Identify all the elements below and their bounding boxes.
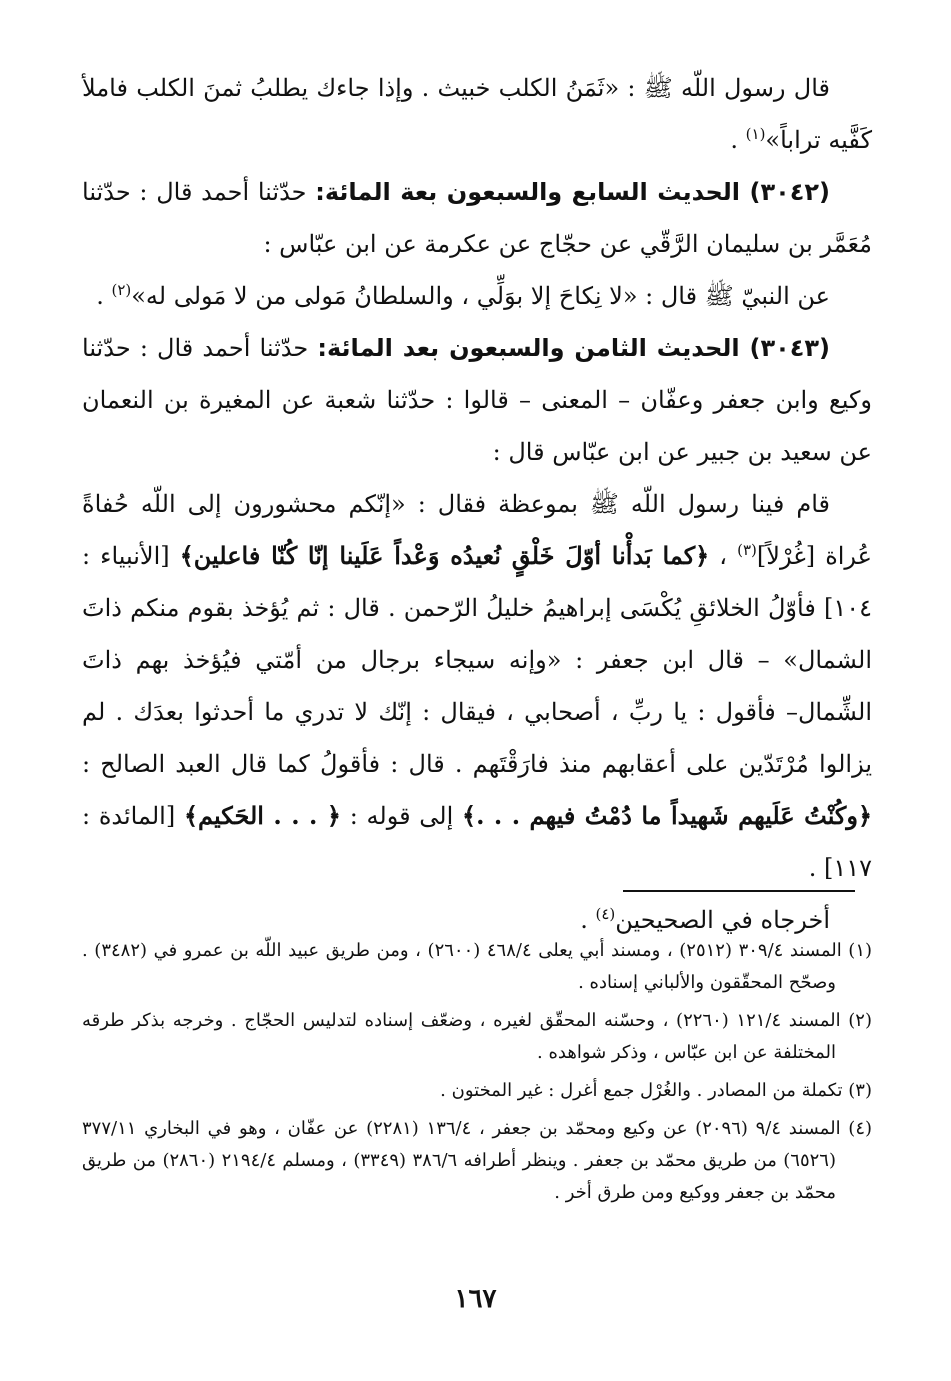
paragraph-hadith-3043-text	[82, 478, 872, 894]
hadith-3043-isnad: حدّثنا أحمد قال : حدّثنا وكيع وابن جعفر وعفّان – المعنى – قالوا : حدّثنا شعبة عن المغيرة بن النعمان عن سعيد بن جبير عن ابن عبّاس قال :	[82, 334, 872, 466]
text-span: .	[580, 906, 596, 934]
text-span: ،	[709, 542, 738, 570]
text-span: .	[730, 126, 746, 154]
paragraph-hadith-3042-text	[82, 270, 872, 322]
footnote-ref-4[interactable]: (٤)	[595, 905, 616, 923]
hadith-3042-isnad: حدّثنا أحمد قال : حدّثنا مُعَمَّر بن سليمان الرَّقّي عن حجّاج عن عكرمة عن ابن عبّاس :	[82, 178, 872, 258]
text-span: [الأنبياء : ١٠٤] فأوّلُ الخلائقِ يُكْسَى إبراهيمُ خليلُ الرّحمن . قال : ثم يُؤخذ بقوم منكم ذاتَ الشمال» – قال ابن جعفر : «وإنه سيجاء برجال من أمّتي فيُؤخذ بهم ذاتَ الشِّمال– فأقول : يا ربِّ ، أصحابي ، فيقال : إنّك لا تدري ما أحدثوا بعدَك . لم يزالوا مُرْتَدّين على أعقابهم منذ فارَقْتَهم . قال : فأقولُ كما قال العبد الصالح :	[82, 542, 872, 778]
paragraph-hadith-3041-text	[82, 62, 872, 166]
text-span: قال رسول اللّه ﷺ : «ثَمَنُ الكلب خبيث . وإذا جاءك يطلبُ ثمنَ الكلب فاملأ كَفَّيه تراباً»	[82, 74, 872, 154]
paragraph-hadith-3042	[82, 166, 872, 270]
text-span: قام فينا رسول اللّه ﷺ بموعظة فقال : «إنّكم محشورون إلى اللّه حُفاةً عُراة [غُرْلاً]	[82, 490, 872, 570]
footnote-ref-3[interactable]: (٣)	[737, 541, 757, 559]
text-span: [المائدة : ١١٧] .	[82, 802, 872, 882]
paragraph-hadith-3043	[82, 322, 872, 478]
quran-verse-maidah: ﴿وكُنْتُ عَلَيهم شَهيداً ما دُمْتُ فيهم . . .﴾	[462, 801, 873, 830]
page-number: ١٦٧	[454, 1284, 497, 1314]
text-span: إلى قوله :	[340, 802, 463, 830]
footnote-ref-2[interactable]: (٢)	[111, 281, 132, 299]
quran-verse-anbiya: ﴿كما بَدأْنا أوّلَ خَلْقٍ نُعيدُه وَعْداً عَلَينا إنّا كُنّا فاعلين﴾	[179, 541, 710, 570]
hadith-3043-title: (٣٠٤٣) الحديث الثامن والسبعون بعد المائة:	[317, 334, 831, 362]
text-span: .	[96, 282, 112, 310]
footnote-3: (٣) تكملة من المصادر . والغُرْل جمع أغرل : غير المختون .	[440, 1080, 872, 1101]
hadith-3042-title: (٣٠٤٢) الحديث السابع والسبعون بعة المائة:	[315, 178, 830, 206]
footnotes-section	[82, 935, 872, 1215]
text-span: عن النبيّ ﷺ قال : «لا نِكاحَ إلا بوَلِّي ، والسلطانُ مَولى من لا مَولى له»	[131, 282, 830, 310]
footnote-divider	[623, 890, 855, 892]
text-span: أخرجاه في الصحيحين	[615, 906, 830, 934]
footnote-1: (١) المسند ٣٠٩/٤ (٢٥١٢) ، ومسند أبي يعلى ٤٦٨/٤ (٢٦٠٠) ، ومن طريق عبيد اللّه بن عمرو في (٣٤٨٢) . وصحّح المحقّقون والألباني إسناده .	[82, 940, 873, 993]
quran-verse-maidah-end: ﴿ . . . الحَكيم﴾	[183, 801, 341, 830]
footnote-2: (٢) المسند ١٢١/٤ (٢٢٦٠) ، وحسّنه المحقّق لغيره ، وضعّف إسناده لتدليس الحجّاج . وخرجه بذكر طرقه المختلفة عن ابن عبّاس ، وذكر شواهده .	[82, 1010, 872, 1063]
main-text	[82, 62, 872, 946]
footnote-4: (٤) المسند ٩/٤ (٢٠٩٦) عن وكيع ومحمّد بن جعفر ، ١٣٦/٤ (٢٢٨١) عن عفّان ، وهو في البخاري ٣٧٧/١١ (٦٥٢٦) من طريق محمّد بن جعفر . وينظر أطرافه ٣٨٦/٦ (٣٣٤٩) ، ومسلم ٢١٩٤/٤ (٢٨٦٠) من طريق محمّد بن جعفر ووكيع ومن طرق أخر .	[82, 1118, 873, 1203]
footnote-ref-1[interactable]: (١)	[745, 125, 766, 143]
